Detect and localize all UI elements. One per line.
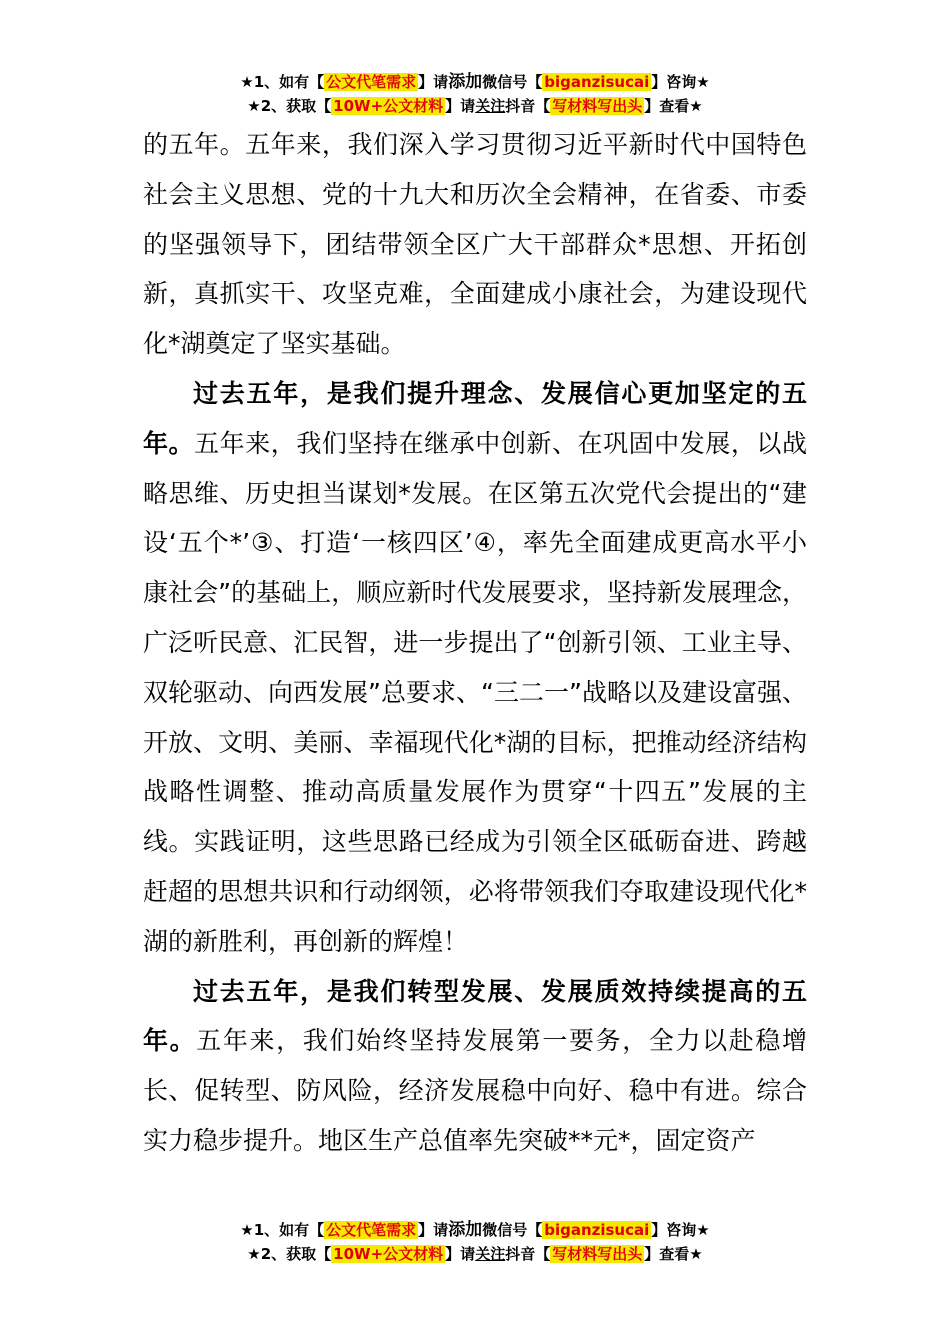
paragraph-2-text: 五年来，我们坚持在继承中创新、在巩固中发展，以战略思维、历史担当谋划*发展。在区第五次党代会提出的“建设‘五个*’③、打造‘一核四区’④，率先全面建成更高水平小康社会”的基础上，顺应新时代发展要求，坚持新发展理念，广泛听民意、汇民智，进一步提出了“创新引领、工业主导、双轮驱动、向西发展”总要求、“三二一”战略以及建设富强、开放、文明、美丽、幸福现代化*湖的目标，把推动经济结构战略性调整、推动高质量发展作为贯穿“十四五”发展的主线。实践证明，这些思路已经成为引领全区砥砺奋进、跨越赶超的思想共识和行动纲领，必将带领我们夺取建设现代化*湖的新胜利，再创新的辉煌！ <box>143 428 807 956</box>
star-icon: ★ <box>696 73 710 91</box>
banner-text: 】请 <box>445 97 476 115</box>
star-icon: ★ <box>696 1221 710 1239</box>
banner-text: 】请 <box>418 1221 449 1239</box>
banner-text: 】咨询 <box>651 1221 697 1239</box>
banner-highlight-service: 公文代笔需求 <box>326 73 417 91</box>
banner-highlight-douyin: 写材料写出头 <box>552 1245 643 1263</box>
document-body <box>143 120 807 1166</box>
banner-text: 】查看 <box>644 97 690 115</box>
star-icon: ★ <box>240 1221 254 1239</box>
banner-line-2 <box>0 1242 950 1266</box>
paragraph-2 <box>143 369 807 967</box>
banner-highlight-douyin: 写材料写出头 <box>552 97 643 115</box>
star-icon: ★ <box>247 97 261 115</box>
banner-emphasis: 关注 <box>475 97 506 115</box>
banner-text: 1、如有【 <box>253 73 325 91</box>
banner-text: 微信号【 <box>482 73 543 91</box>
header-banner <box>0 70 950 118</box>
paragraph-3-heading: 过去五年，是我们转型发展、发展质效持续提高的五年。 <box>143 976 807 1056</box>
banner-line-2 <box>0 94 950 118</box>
paragraph-1: 的五年。五年来，我们深入学习贯彻习近平新时代中国特色社会主义思想、党的十九大和历次全会精神，在省委、市委的坚强领导下，团结带领全区广大干部群众*思想、开拓创新，真抓实干、攻坚克难，全面建成小康社会，为建设现代化*湖奠定了坚实基础。 <box>143 130 807 359</box>
paragraph-3 <box>143 967 807 1166</box>
banner-text: 2、获取【 <box>260 1245 332 1263</box>
paragraph-3-text: 五年来，我们始终坚持发展第一要务，全力以赴稳增长、促转型、防风险，经济发展稳中向好、稳中有进。综合实力稳步提升。地区生产总值率先突破**元*，固定资产 <box>143 1026 807 1155</box>
banner-text: 1、如有【 <box>253 1221 325 1239</box>
banner-highlight-service: 公文代笔需求 <box>326 1221 417 1239</box>
banner-text: 】请 <box>418 73 449 91</box>
paragraph-2-heading: 过去五年，是我们提升理念、发展信心更加坚定的五年。 <box>143 378 807 458</box>
banner-text: 抖音【 <box>505 1245 551 1263</box>
star-icon: ★ <box>689 1245 703 1263</box>
banner-emphasis: 添加 <box>448 1220 483 1240</box>
footer-banner <box>0 1218 950 1266</box>
banner-text: 微信号【 <box>482 1221 543 1239</box>
banner-highlight-wechat-id: biganzisucai <box>544 1221 650 1239</box>
banner-highlight-materials: 10W+公文材料 <box>333 97 444 115</box>
banner-line-1 <box>0 1218 950 1242</box>
banner-emphasis: 关注 <box>475 1245 506 1263</box>
banner-emphasis: 添加 <box>448 72 483 92</box>
banner-text: 抖音【 <box>505 97 551 115</box>
banner-line-1 <box>0 70 950 94</box>
star-icon: ★ <box>240 73 254 91</box>
banner-text: 】咨询 <box>651 73 697 91</box>
star-icon: ★ <box>247 1245 261 1263</box>
banner-highlight-wechat-id: biganzisucai <box>544 73 650 91</box>
banner-text: 2、获取【 <box>260 97 332 115</box>
star-icon: ★ <box>689 97 703 115</box>
banner-highlight-materials: 10W+公文材料 <box>333 1245 444 1263</box>
banner-text: 】查看 <box>644 1245 690 1263</box>
banner-text: 】请 <box>445 1245 476 1263</box>
